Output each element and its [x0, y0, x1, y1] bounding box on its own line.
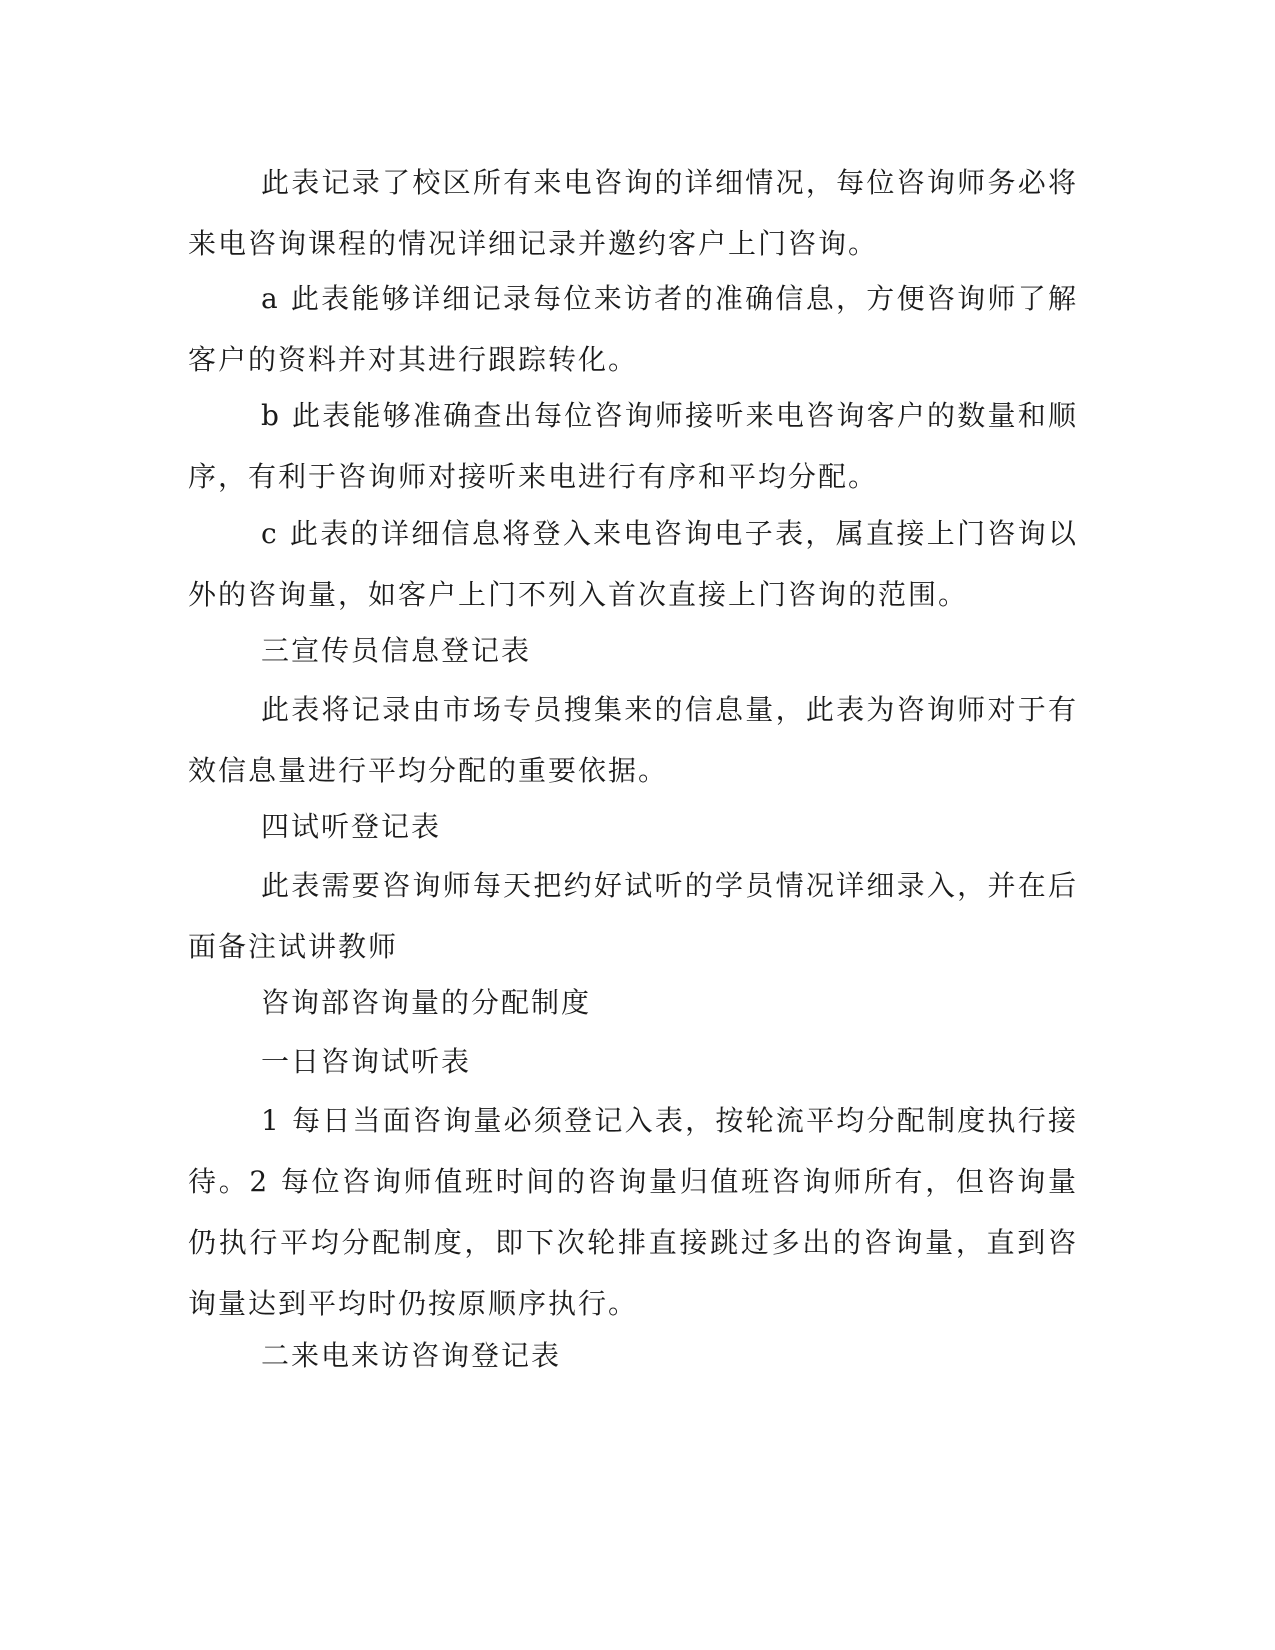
heading-trial-register: 四试听登记表	[261, 810, 442, 843]
paragraph-daily-rules: 1 每日当面咨询量必须登记入表，按轮流平均分配制度执行接待。2 每位咨询师值班时间的咨询量归值班咨询师所有，但咨询量仍执行平均分配制度，即下次轮排直接跳过多出的咨询量，直到咨询量达到平均时仍按原顺序执行。	[188, 1104, 1078, 1320]
paragraph-item-c: c 此表的详细信息将登入来电咨询电子表，属直接上门咨询以外的咨询量，如客户上门不列入首次直接上门咨询的范围。	[188, 517, 1078, 611]
heading-daily-consult-trial: 一日咨询试听表	[261, 1045, 472, 1078]
heading-phone-visit-register: 二来电来访咨询登记表	[261, 1339, 562, 1372]
paragraph-phone-consult-record: 此表记录了校区所有来电咨询的详细情况，每位咨询师务必将来电咨询课程的情况详细记录并邀约客户上门咨询。	[188, 166, 1078, 260]
paragraph-item-a: a 此表能够详细记录每位来访者的准确信息，方便咨询师了解客户的资料并对其进行跟踪转化。	[188, 282, 1078, 376]
paragraph-item-b: b 此表能够准确查出每位咨询师接听来电咨询客户的数量和顺序，有利于咨询师对接听来电进行有序和平均分配。	[188, 399, 1078, 493]
heading-allocation-system: 咨询部咨询量的分配制度	[261, 986, 592, 1019]
paragraph-trial-register: 此表需要咨询师每天把约好试听的学员情况详细录入，并在后面备注试讲教师	[188, 869, 1078, 963]
paragraph-promoter-register: 此表将记录由市场专员搜集来的信息量，此表为咨询师对于有效信息量进行平均分配的重要依据。	[188, 693, 1078, 787]
heading-promoter-register: 三宣传员信息登记表	[261, 634, 532, 667]
